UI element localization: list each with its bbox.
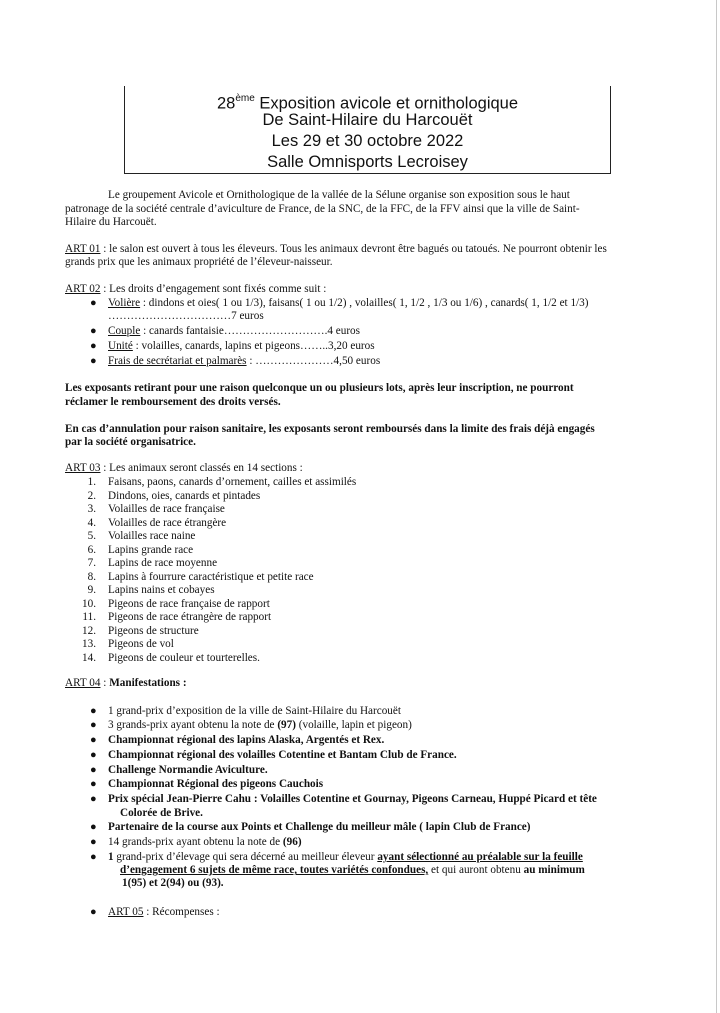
prize-item-6: Championnat Régional des pigeons Cauchois [108,778,324,790]
bullet-icon: ● [90,764,97,776]
prize-item-10-line-1 [108,851,583,865]
prize-item-2-text: 3 grands-prix ayant obtenu la note de [108,719,278,731]
fee-couple [108,325,360,339]
section-number: 4. [87,516,96,529]
section-number: 14. [82,651,96,664]
prize-item-7-line-2: Colorée de Brive. [120,807,203,819]
section-number: 12. [82,624,96,637]
fee-voliere-label: Volière [108,297,141,309]
section-number: 5. [87,530,96,542]
bullet-icon: ● [90,297,97,309]
title-line-4: Salle Omnisports Lecroisey [267,153,468,171]
bullet-icon: ● [90,355,97,367]
art01-label: ART 01 [65,243,101,255]
fee-voliere [108,297,588,311]
prize-item-1: 1 grand-prix d’exposition de la ville de Saint-Hilaire du Harcouët [108,705,401,717]
prize-item-10-count: 1 [108,851,114,863]
intro-line-1: Le groupement Avicole et Ornithologique de la vallée de la Sélune organise son exposition sous le haut [108,189,570,201]
section-item: Dindons, oies, canards et pintades [108,489,261,502]
bullet-icon: ● [90,821,97,833]
section-number: 9. [87,584,96,596]
prize-item-10-line-2 [120,864,585,878]
bullet-icon: ● [90,719,97,731]
prize-item-10-text: grand-prix d’élevage qui sera décerné au meilleur éleveur [113,851,378,863]
art03-label: ART 03 [65,462,101,474]
notice-withdrawal-line-1: Les exposants retirant pour une raison quelconque un ou plusieurs lots, après leur inscription, ne pourront [65,382,574,394]
art02-intro [65,283,326,297]
title-box-bottom-rule [124,173,611,174]
section-number: 11. [82,611,96,623]
section-item: Pigeons de structure [108,624,199,637]
section-item: Pigeons de couleur et tourterelles. [108,651,260,664]
notice-cancellation-line-2: par la société organisatrice. [65,436,196,448]
prize-item-9 [108,836,302,850]
section-number: 3. [87,503,96,515]
notice-withdrawal-line-2: réclamer le remboursement des droits versés. [65,396,281,408]
art04-separator: : [100,677,110,689]
prize-item-10-condition-cont: d’engagement 6 sujets de même race, toutes variétés confondues, [120,864,429,876]
art05-text: : Récompenses : [143,906,220,918]
bullet-icon: ● [90,705,97,717]
intro-line-3: Hilaire du Harcouët. [65,216,157,228]
section-number: 6. [87,543,96,556]
section-item: Volailles race naine [108,530,196,542]
section-item: Pigeons de race étrangère de rapport [108,611,272,623]
section-item: Lapins à fourrure caractéristique et petite race [108,570,314,583]
prize-item-3: Championnat régional des lapins Alaska, Argentés et Rex. [108,734,385,746]
art03-intro [65,462,303,476]
title-ordinal-suffix: ème [235,93,255,104]
art04-label: ART 04 [65,677,101,689]
fee-couple-text: : canards fantaisie……………………….4 euros [140,325,360,337]
prize-item-10-minimum: au minimum [523,864,585,876]
fee-unite-text: : volailles, canards, lapins et pigeons……..3,20 euros [132,340,375,352]
fee-couple-label: Couple [108,325,141,337]
fee-voliere-text: : dindons et oies( 1 ou 1/3), faisans( 1 ou 1/2) , volailles( 1, 1/2 , 1/3 ou 1/6) , canards( 1, 1/2 et 1/3) [140,297,589,309]
art02-intro-text: : Les droits d’engagement sont fixés comme suit : [100,283,327,295]
title-line-3: Les 29 et 30 octobre 2022 [271,132,464,150]
art01-line-2: grands prix que les animaux propriété de l’éleveur-naisseur. [65,256,333,268]
prize-item-10-text-cont: et qui auront obtenu [428,864,524,876]
prize-item-8: Partenaire de la course aux Points et Challenge du meilleur mâle ( lapin Club de France) [108,821,531,833]
art04-title: Manifestations : [109,677,187,689]
bullet-icon: ● [90,340,97,352]
bullet-icon: ● [90,906,97,918]
fee-voliere-price: ……………………………7 euros [108,310,264,322]
bullet-icon: ● [90,778,97,790]
title-line-2: De Saint-Hilaire du Harcouët [262,111,473,129]
bullet-icon: ● [90,325,97,337]
section-number: 7. [87,557,96,569]
prize-item-2 [108,719,412,733]
fee-unite-label: Unité [108,340,133,352]
bullet-icon: ● [90,749,97,761]
notice-cancellation-line-1: En cas d’annulation pour raison sanitaire, les exposants seront remboursés dans la limite des frais déjà engagés [65,423,595,435]
section-number: 2. [87,489,96,502]
prize-item-7-line-1: Prix spécial Jean-Pierre Cahu : Volailles Cotentine et Gournay, Pigeons Carneau, Huppé Picard et tête [108,793,597,805]
section-item: Lapins grande race [108,543,194,556]
title-ordinal: 28 [216,94,236,113]
bullet-icon: ● [90,851,97,863]
prize-item-10-condition: ayant sélectionné au préalable sur la feuille [377,851,583,863]
section-number: 8. [87,570,96,583]
art05-line [108,906,220,920]
bullet-icon: ● [90,793,97,805]
art03-intro-text: : Les animaux seront classés en 14 sections : [100,462,303,474]
prize-item-4: Championnat régional des volailles Cotentine et Bantam Club de France. [108,749,457,761]
art02-label: ART 02 [65,283,101,295]
section-item: Lapins de race moyenne [108,557,218,569]
section-item: Pigeons de vol [108,638,174,650]
section-item: Volailles de race française [108,503,225,515]
title-box [124,86,611,174]
prize-item-2-suffix: (volaille, lapin et pigeon) [295,719,412,731]
section-item: Faisans, paons, canards d’ornement, cailles et assimilés [108,476,357,488]
title-text: Exposition avicole et ornithologique [254,94,519,113]
prize-item-10-line-3: 1(95) et 2(94) ou (93). [122,877,224,889]
fee-unite [108,340,375,354]
bullet-icon: ● [90,836,97,848]
fee-frais-label: Frais de secrétariat et palmarès [108,355,247,367]
art01-line-1 [65,243,607,257]
intro-line-2: patronage de la société centrale d’aviculture de France, de la SNC, de la FFC, de la FFV ainsi que la ville de Saint- [65,203,580,215]
fee-frais [108,355,380,369]
prize-item-9-note: (96) [282,836,302,848]
section-number: 13. [82,638,96,650]
section-item: Pigeons de race française de rapport [108,597,270,610]
section-item: Volailles de race étrangère [108,516,227,529]
art01-text: : le salon est ouvert à tous les éleveurs. Tous les animaux devront être bagués ou tatoués. Ne pourront obtenir les [100,243,607,255]
section-number: 1. [87,476,96,488]
art04-heading [65,677,187,691]
prize-item-2-note: (97) [277,719,296,731]
prize-item-5: Challenge Normandie Aviculture. [108,764,268,776]
prize-item-9-text: 14 grands-prix ayant obtenu la note de [108,836,283,848]
section-number: 10. [82,597,96,610]
section-item: Lapins nains et cobayes [108,584,215,596]
fee-frais-text: : …………………4,50 euros [246,355,381,367]
art05-label: ART 05 [108,906,144,918]
bullet-icon: ● [90,734,97,746]
page-edge [716,0,717,1013]
